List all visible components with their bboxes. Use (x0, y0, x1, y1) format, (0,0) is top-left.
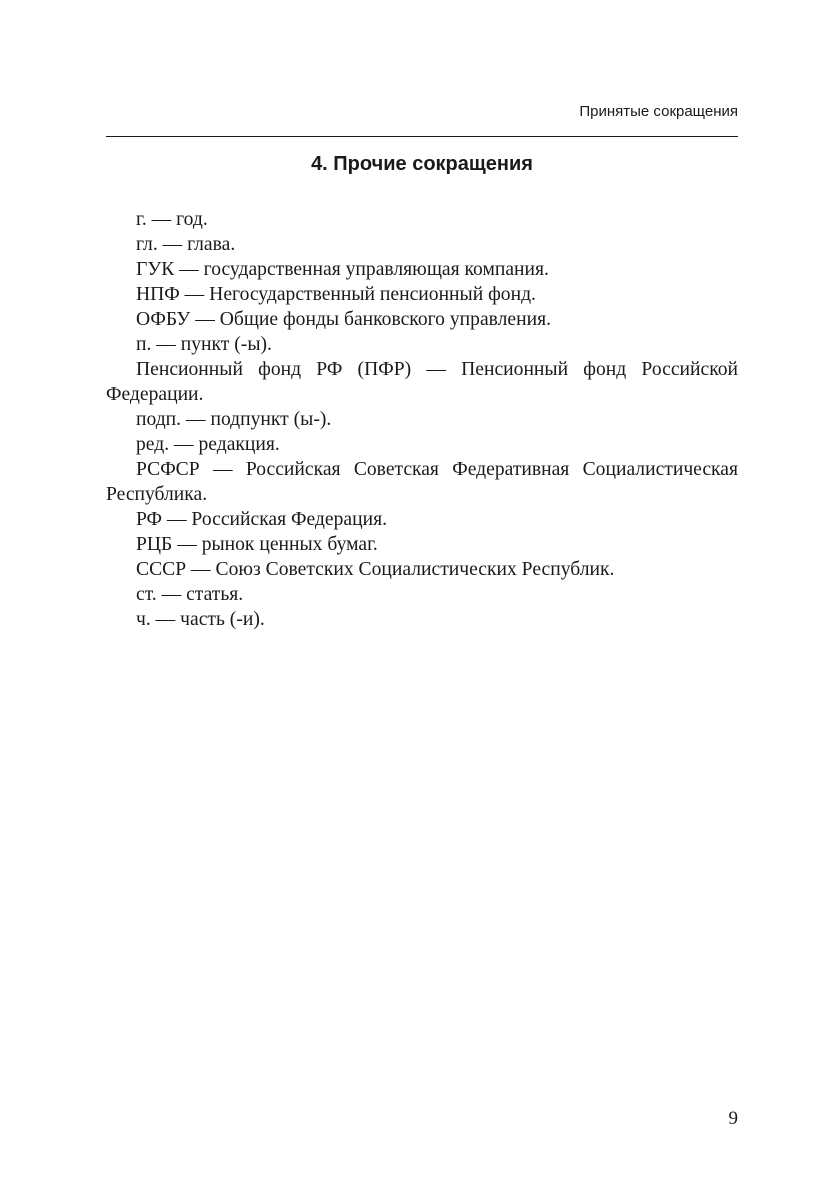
list-item: ч. — часть (-и). (136, 609, 265, 630)
list-item: ст. — статья. (136, 584, 244, 605)
list-item: РСФСР — Российская Советская Федеративная Социалистическая Республика. (106, 459, 738, 505)
list-item: Пенсионный фонд РФ (ПФР) — Пенсионный фонд Российской Федерации. (106, 359, 738, 405)
abbreviation-list (106, 207, 738, 632)
running-head: Принятые сокращения (579, 103, 738, 120)
list-item: СССР — Союз Советских Социалистических Республик. (136, 559, 615, 580)
list-item: г. — год. (136, 209, 208, 230)
list-item: подп. — подпункт (ы-). (136, 409, 332, 430)
list-item: ОФБУ — Общие фонды банковского управления. (136, 309, 551, 330)
section-title: 4. Прочие сокращения (311, 153, 533, 175)
list-item: РЦБ — рынок ценных бумаг. (136, 534, 378, 555)
list-item: НПФ — Негосударственный пенсионный фонд. (136, 284, 536, 305)
header-divider (106, 136, 738, 137)
list-item: ГУК — государственная управляющая компания. (136, 259, 549, 280)
list-item: п. — пункт (-ы). (136, 334, 272, 355)
list-item: гл. — глава. (136, 234, 236, 255)
page-number: 9 (728, 1108, 738, 1129)
list-item: ред. — редакция. (136, 434, 280, 455)
list-item: РФ — Российская Федерация. (136, 509, 387, 530)
